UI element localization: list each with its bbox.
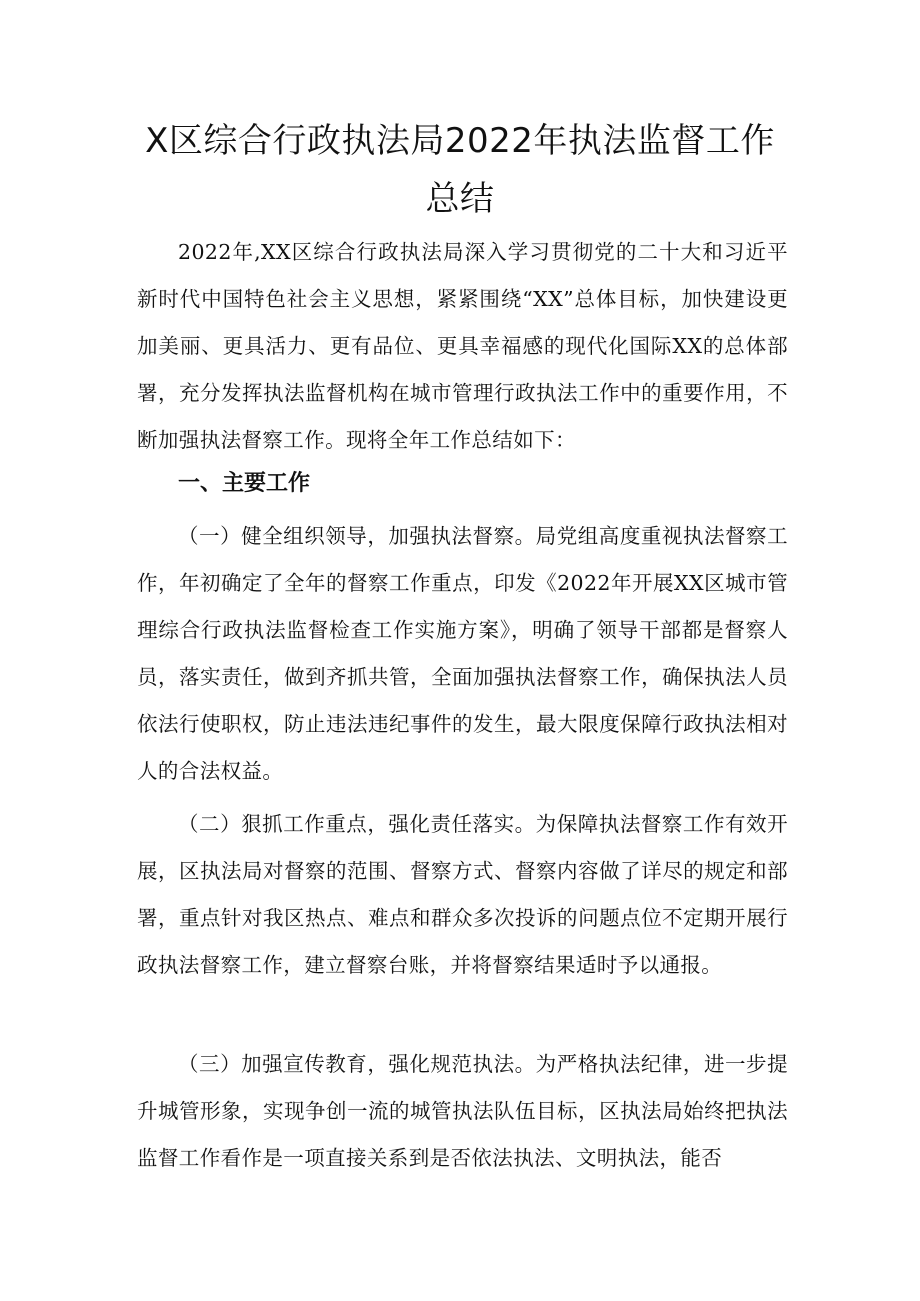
paragraph-item-3: （三）加强宣传教育，强化规范执法。为严格执法纪律，进一步提升城管形象，实现争创一流的城管执法队伍目标，区执法局始终把执法监督工作看作是一项直接关系到是否依法执法、文明执法，能否 [137,1052,788,1170]
document-title-line2: 总结 [425,179,495,219]
intro-paragraph: 2022年,XX区综合行政执法局深入学习贯彻党的二十大和习近平新时代中国特色社会主义思想，紧紧围绕“XX”总体目标，加快建设更加美丽、更具活力、更有品位、更具幸福感的现代化国际XX的总体部署，充分发挥执法监督机构在城市管理行政执法工作中的重要作用，不断加强执法督察工作。现将全年工作总结如下： [137,240,788,452]
section-heading-main-work: 一、主要工作 [178,471,311,496]
paragraph-item-1: （一）健全组织领导，加强执法督察。局党组高度重视执法督察工作，年初确定了全年的督察工作重点，印发《2022年开展XX区城市管理综合行政执法监督检查工作实施方案》，明确了领导干部都是督察人员，落实责任，做到齐抓共管，全面加强执法督察工作，确保执法人员依法行使职权，防止违法违纪事件的发生，最大限度保障行政执法相对人的合法权益。 [137,524,788,783]
document-title-line1: X区综合行政执法局2022年执法监督工作 [145,121,775,161]
paragraph-item-2: （二）狠抓工作重点，强化责任落实。为保障执法督察工作有效开展，区执法局对督察的范围、督察方式、督察内容做了详尽的规定和部署，重点针对我区热点、难点和群众多次投诉的问题点位不定期开展行政执法督察工作，建立督察台账，并将督察结果适时予以通报。 [137,812,788,977]
